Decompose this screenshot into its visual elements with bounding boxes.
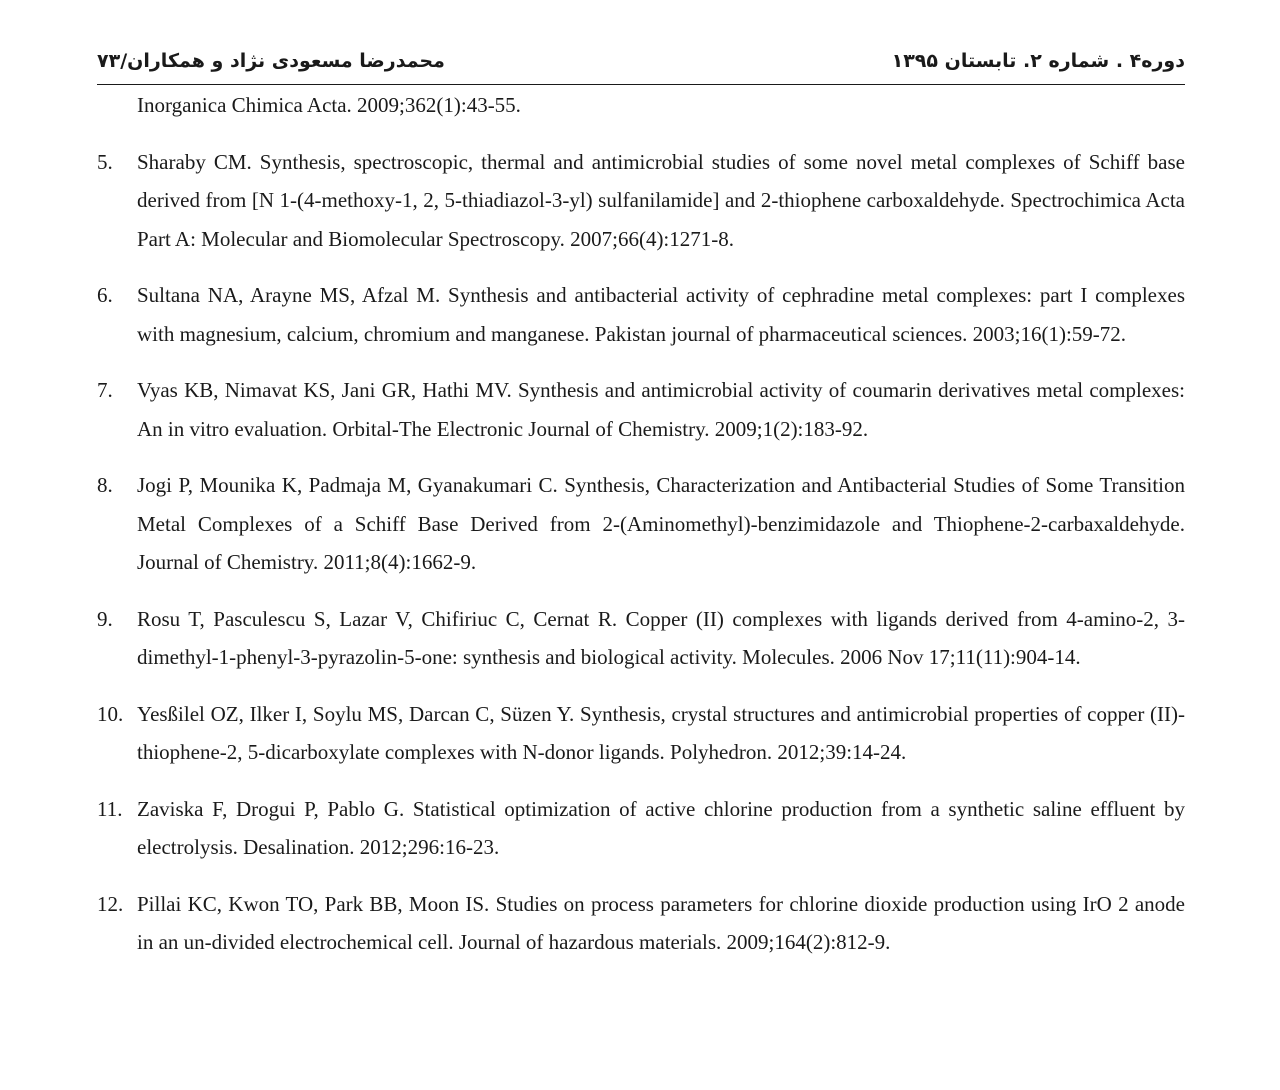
reference-number: 9. bbox=[97, 606, 113, 631]
reference-text: Rosu T, Pasculescu S, Lazar V, Chifiriuc C, Cernat R. Copper (II) complexes with ligands derived from 4-amino-2, 3-dimethyl-1-phenyl-3-pyrazolin-5-one: synthesis and biological activity. Molecules. 2006 Nov 17;11(11):904-14. bbox=[137, 606, 1185, 669]
reference-text: Yesßilel OZ, Ilker I, Soylu MS, Darcan C, Süzen Y. Synthesis, crystal structures and antimicrobial properties of copper (II)-thiophene-2, 5-dicarboxylate complexes with N-donor ligands. Polyhedron. 2012;39:14-24. bbox=[137, 701, 1185, 764]
reference-text: Zaviska F, Drogui P, Pablo G. Statistical optimization of active chlorine production from a synthetic saline effluent by electrolysis. Desalination. 2012;296:16-23. bbox=[137, 796, 1185, 859]
reference-item bbox=[97, 790, 1185, 867]
reference-item bbox=[97, 466, 1185, 582]
reference-text: Pillai KC, Kwon TO, Park BB, Moon IS. Studies on process parameters for chlorine dioxide production using IrO 2 anode in an un-divided electrochemical cell. Journal of hazardous materials. 2009;164(2):812-9. bbox=[137, 891, 1185, 954]
reference-item bbox=[97, 695, 1185, 772]
reference-number: 8. bbox=[97, 473, 113, 497]
reference-number: 5. bbox=[97, 149, 113, 174]
reference-number: 12. bbox=[97, 891, 124, 916]
reference-number: 7. bbox=[97, 378, 113, 402]
reference-item bbox=[97, 371, 1185, 448]
reference-number: 6. bbox=[97, 283, 113, 307]
reference-text: Jogi P, Mounika K, Padmaja M, Gyanakumari C. Synthesis, Characterization and Antibacterial Studies of Some Transition Metal Complexes of a Schiff Base Derived from 2-(Aminomethyl)-benzimidazole and Thiophene-2-carbaxaldehyde. Journal of Chemistry. 2011;8(4):1662-9. bbox=[137, 473, 1185, 574]
reference-number: 10. bbox=[97, 701, 124, 726]
reference-item bbox=[97, 885, 1185, 962]
running-header bbox=[97, 46, 1185, 85]
reference-number: 11. bbox=[97, 796, 123, 821]
header-issue-info: دوره۴ . شماره ۲. تابستان ۱۳۹۵ bbox=[891, 50, 1185, 72]
reference-text: Vyas KB, Nimavat KS, Jani GR, Hathi MV. Synthesis and antimicrobial activity of coumarin derivatives metal complexes: An in vitro evaluation. Orbital-The Electronic Journal of Chemistry. 2009;1(2):183-92. bbox=[137, 378, 1185, 441]
header-authors: محمدرضا مسعودی نژاد و همکاران/۷۳ bbox=[97, 50, 445, 72]
reference-text: Sultana NA, Arayne MS, Afzal M. Synthesis and antibacterial activity of cephradine metal complexes: part I complexes with magnesium, calcium, chromium and manganese. Pakistan journal of pharmaceutical sciences. 2003;16(1):59-72. bbox=[137, 283, 1185, 346]
reference-continuation: Inorganica Chimica Acta. 2009;362(1):43-55. bbox=[137, 93, 521, 117]
reference-text: Sharaby CM. Synthesis, spectroscopic, thermal and antimicrobial studies of some novel metal complexes of Schiff base derived from [N 1-(4-methoxy-1, 2, 5-thiadiazol-3-yl) sulfanilamide] and 2-thiophene carboxaldehyde. Spectrochimica Acta Part A: Molecular and Biomolecular Spectroscopy. 2007;66(4):1271-8. bbox=[137, 149, 1185, 251]
reference-item bbox=[97, 276, 1185, 353]
reference-item bbox=[97, 143, 1185, 259]
reference-list bbox=[97, 86, 1185, 980]
reference-item bbox=[97, 600, 1185, 677]
